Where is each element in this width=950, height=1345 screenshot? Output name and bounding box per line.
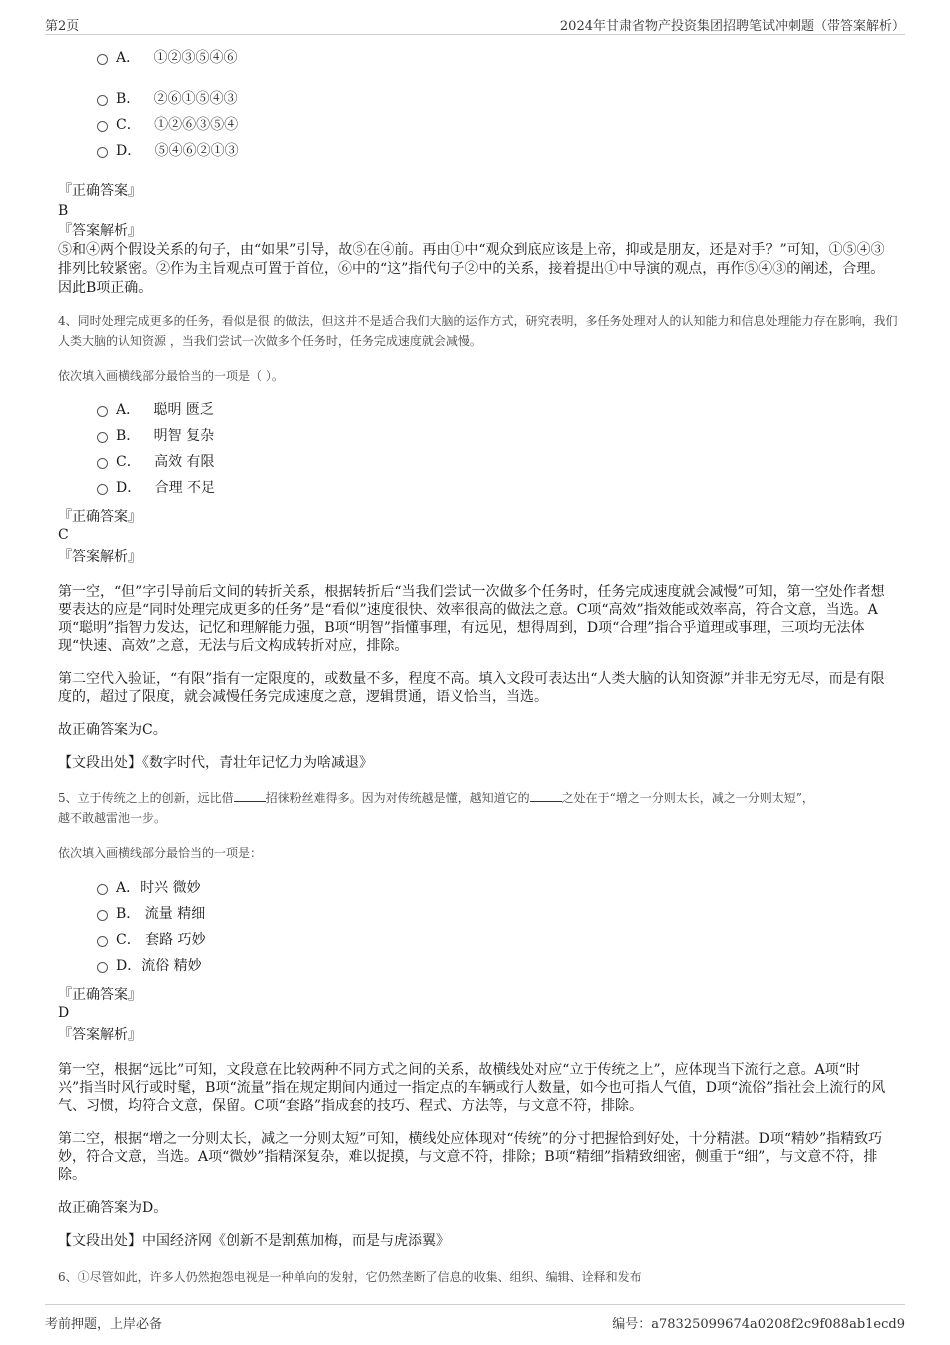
option-a[interactable]: A． ①②③⑤④⑥	[97, 48, 237, 68]
question-prompt: 依次填入画横线部分最恰当的一项是：	[58, 846, 263, 860]
conclusion: 故正确答案为C。	[58, 722, 167, 738]
radio-icon[interactable]	[97, 121, 108, 132]
radio-icon[interactable]	[97, 147, 108, 158]
radio-icon[interactable]	[97, 936, 108, 947]
answer-value: C	[58, 527, 69, 543]
answer-label: 『正确答案』	[58, 987, 142, 1003]
page-header	[45, 12, 905, 35]
answer-label: 『正确答案』	[58, 183, 142, 199]
question-stem: 6、①尽管如此，许多人仍然抱怨电视是一种单向的发射，它仍然垄断了信息的收集、组织、编辑、诠释和发布	[58, 1270, 642, 1284]
blank-line	[234, 789, 266, 802]
question-stem: 5、立于传统之上的创新，远比借 招徕粉丝难得多。因为对传统越是懂，越知道它的 之处在于“增之一分则太长，减之一分则太短”， 越不敢越雷池一步。	[58, 791, 814, 825]
footer-slogan: 考前押题，上岸必备	[45, 1317, 163, 1332]
option-b[interactable]: B． 流量 精细	[97, 904, 205, 924]
document-title: 2024年甘肃省物产投资集团招聘笔试冲刺题（带答案解析）	[559, 19, 905, 34]
option-c[interactable]: C． ①②⑥③⑤④	[97, 115, 238, 135]
option-a[interactable]: A． 聪明 匮乏	[97, 400, 214, 420]
analysis-label: 『答案解析』	[58, 549, 142, 565]
radio-icon[interactable]	[97, 432, 108, 443]
radio-icon[interactable]	[97, 962, 108, 973]
question-stem: 4、同时处理完成更多的任务，看似是很 的做法，但这并不是适合我们大脑的运作方式，研究表明，多任务处理对人的认知能力和信息处理能力存在影响，我们人类大脑的认知资源 ，当我们尝试一次做多个任务时，任务完成速度就会减慢。	[58, 314, 898, 348]
radio-icon[interactable]	[97, 458, 108, 469]
analysis-label: 『答案解析』	[58, 1027, 142, 1043]
option-d[interactable]: D．流俗 精妙	[97, 956, 202, 976]
document-id: 编号：a78325099674a0208f2c9f088ab1ecd9	[612, 1317, 905, 1332]
radio-icon[interactable]	[97, 95, 108, 106]
source-citation: 【文段出处】《数字时代，青壮年记忆力为啥减退》	[58, 755, 373, 771]
radio-icon[interactable]	[97, 54, 108, 65]
radio-icon[interactable]	[97, 406, 108, 417]
analysis-paragraph: 第一空，“但”字引导前后文间的转折关系，根据转折后“当我们尝试一次做多个任务时，任务完成速度就会减慢”可知，第一空处作者想要表达的应是“同时处理完成更多的任务”是“看似”速度很快、效率很高的做法之意。C项“高效”指效能或效率高，符合文意，当选。A项“聪明”指智力发达，记忆和理解能力强，B项“明智”指懂事理，有远见，想得周到，D项“合理”指合乎道理或事理，三项均无法体现“快速、高效”之意，无法与后文构成转折对应，排除。	[58, 584, 885, 654]
answer-label: 『正确答案』	[58, 509, 142, 525]
page-number: 第2页	[45, 19, 80, 34]
page-footer	[45, 1304, 905, 1332]
option-d[interactable]: D． ⑤④⑥②①③	[97, 141, 239, 161]
conclusion: 故正确答案为D。	[58, 1200, 168, 1216]
answer-value: D	[58, 1005, 70, 1021]
option-b[interactable]: B． ②⑥①⑤④③	[97, 89, 238, 109]
option-a[interactable]: A．时兴 微妙	[97, 878, 201, 898]
analysis-paragraph: 第二空代入验证，“有限”指有一定限度的，或数量不多，程度不高。填入文段可表达出“人类大脑的认知资源”并非无穷无尽，而是有限度的，超过了限度，就会减慢任务完成速度之意，逻辑贯通，语义恰当，当选。	[58, 671, 885, 705]
radio-icon[interactable]	[97, 910, 108, 921]
answer-value: B	[58, 203, 69, 219]
option-c[interactable]: C． 高效 有限	[97, 452, 215, 472]
analysis-label: 『答案解析』	[58, 223, 142, 239]
blank-line	[530, 789, 562, 802]
analysis-paragraph: 第一空，根据“远比”可知，文段意在比较两种不同方式之间的关系，故横线处对应“立于传统之上”，应体现当下流行之意。A项“时兴”指当时风行或时髦，B项“流量”指在规定期间内通过一指定点的车辆或行人数量，如今也可指人气值，D项“流俗”指社会上流行的风气、习惯，均符合文意，保留。C项“套路”指成套的技巧、程式、方法等，与文意不符，排除。	[58, 1062, 886, 1114]
option-b[interactable]: B． 明智 复杂	[97, 426, 214, 446]
analysis-text: ⑤和④两个假设关系的句子，由“如果”引导，故⑤在④前。再由①中“观众到底应该是上帝，抑或是朋友，还是对手？”可知，①⑤④③排列比较紧密。②作为主旨观点可置于首位，⑥中的“这”指代句子②中的关系，接着提出①中导演的观点，再作⑤④③的阐述，合理。因此B项正确。	[58, 242, 885, 296]
option-c[interactable]: C． 套路 巧妙	[97, 930, 206, 950]
question-prompt: 依次填入画横线部分最恰当的一项是（ ）。	[58, 369, 284, 383]
analysis-paragraph: 第二空，根据“增之一分则太长，减之一分则太短”可知，横线处应体现对“传统”的分寸把握恰到好处，十分精湛。D项“精妙”指精致巧妙，符合文意，当选。A项“微妙”指精深复杂，难以捉摸，与文意不符，排除；B项“精细”指精致细密，侧重于“细”，与文意不符，排除。	[58, 1131, 883, 1183]
source-citation: 【文段出处】中国经济网《创新不是割蕉加梅，而是与虎添翼》	[58, 1233, 450, 1249]
radio-icon[interactable]	[97, 884, 108, 895]
option-d[interactable]: D． 合理 不足	[97, 478, 215, 498]
radio-icon[interactable]	[97, 484, 108, 495]
